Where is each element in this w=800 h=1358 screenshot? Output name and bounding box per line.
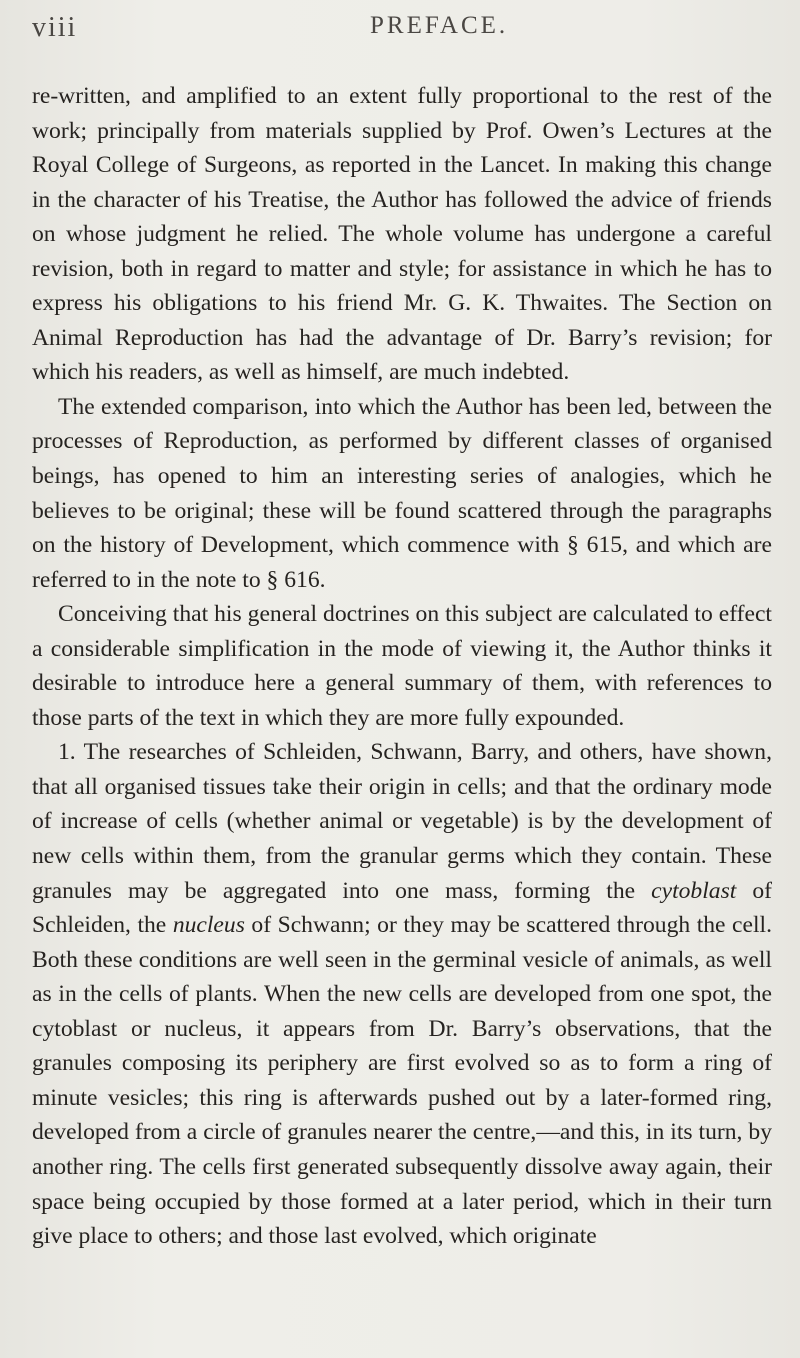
term-nucleus: nucleus bbox=[172, 912, 245, 939]
paragraph-number: 1. bbox=[58, 739, 76, 766]
body-text bbox=[32, 79, 772, 1254]
term-cytoblast: cytoblast bbox=[651, 877, 737, 904]
paragraph-text: of Schwann; or they may be scattered through the cell. Both these conditions are well seen in the germinal vesicle of animals, as well as in the cells of plants. When the new cells are developed from one spot, the cytoblast or nucleus, it appears from Dr. Barry’s observations, that the granules composing its periphery are first evolved so as to form a ring of minute vesicles; this ring is afterwards pushed out by a later-formed ring, developed from a circle of granules nearer the centre,—and this, in its turn, by another ring. The cells first generated subsequently dissolve away again, their space being occupied by those formed at a later period, which in their turn give place to others; and those last evolved, which originate bbox=[32, 912, 772, 1250]
paragraph-summary-intro: Conceiving that his general doctrines on this subject are calculated to effect a considerable simplification in the mode of viewing it, the Author thinks it desirable to introduce here a general summary of them, with references to those parts of the text in which they are more fully expounded. bbox=[32, 601, 772, 731]
running-head bbox=[32, 12, 768, 52]
paragraph-numbered-1 bbox=[32, 735, 772, 1253]
paragraph-text: The researches of Schleiden, Schwann, Barry, and others, have shown, that all organised tissues take their origin in cells; and that the ordinary mode of increase of cells (whether animal or vegetable) is by the development of new cells within them, from the granular germs which they contain. These granules may be aggregated into one mass, forming the bbox=[32, 739, 772, 904]
paragraph-text: of Schleiden, the bbox=[32, 877, 772, 939]
paragraph-continued: re-written, and amplified to an extent fully proportional to the rest of the work; principally from materials supplied by Prof. Owen’s Lectures at the Royal College of Surgeons, as reported in the Lancet. In making this change in the character of his Treatise, the Author has followed the advice of friends on whose judgment he relied. The whole volume has undergone a careful revision, both in regard to matter and style; for assistance in which he has to express his obligations to his friend Mr. G. K. Thwaites. The Section on Animal Reproduction has had the advantage of Dr. Barry’s revision; for which his readers, as well as himself, are much indebted. bbox=[32, 83, 772, 386]
running-title: PREFACE. bbox=[370, 12, 509, 39]
page-number: viii bbox=[32, 12, 78, 43]
paragraph-comparison: The extended comparison, into which the Author has been led, between the processes of Reproduction, as performed by different classes of organised beings, has opened to him an interesting series of analogies, which he believes to be original; these will be found scattered through the paragraphs on the history of Development, which commence with § 615, and which are referred to in the note to § 616. bbox=[32, 393, 772, 593]
